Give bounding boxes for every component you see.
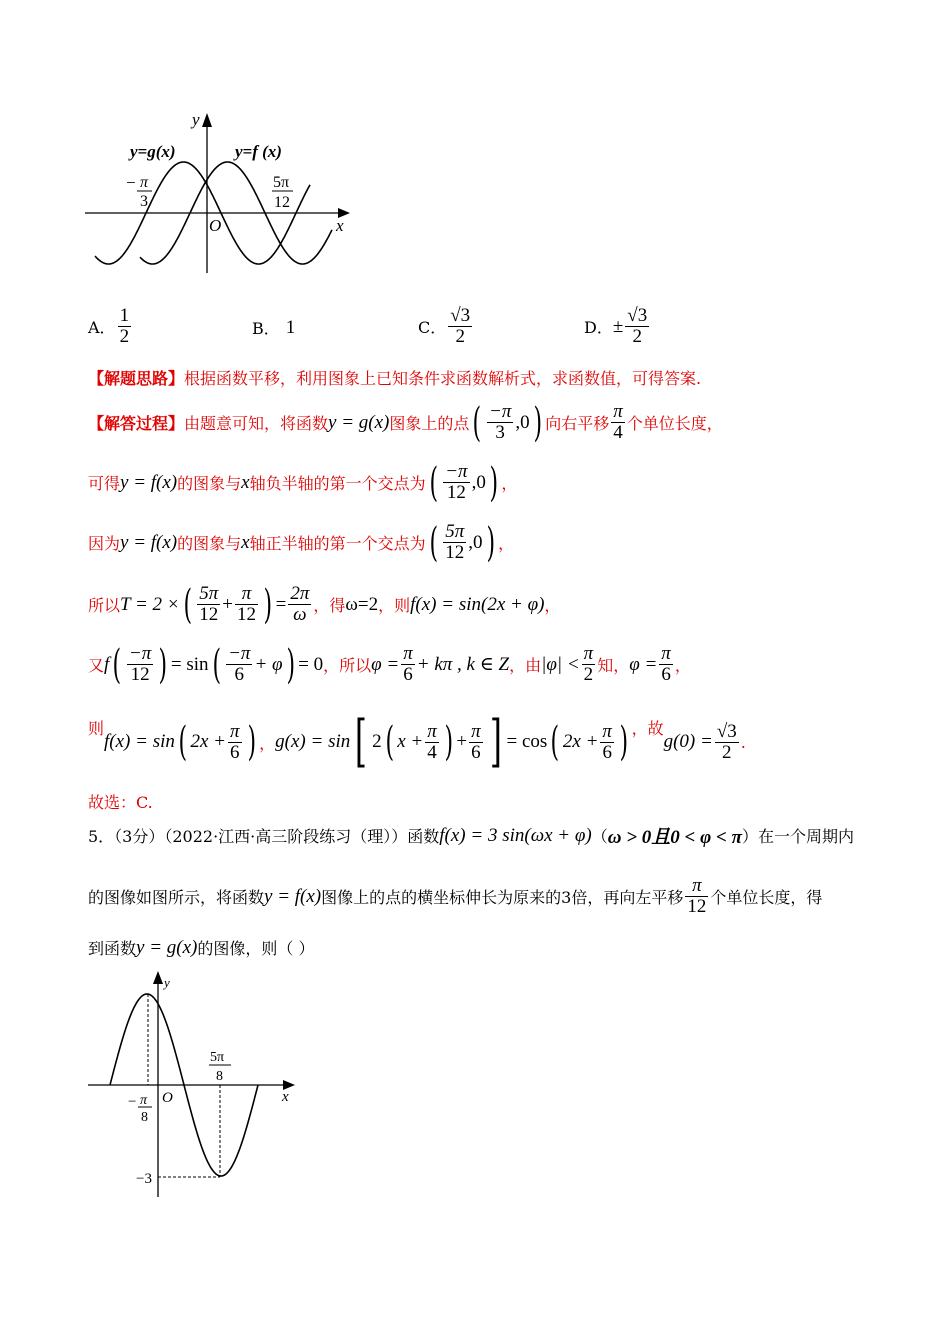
text: 可得	[88, 474, 121, 493]
text: ）在一个周期内	[741, 827, 854, 846]
fraction: $\frac{\pi}{6}$	[602, 720, 612, 763]
right-tick-num: 5π	[210, 1050, 225, 1065]
process-tag: 【解答过程】	[88, 414, 185, 433]
text: ，得	[313, 596, 346, 615]
math: f(x) = sin	[104, 731, 175, 752]
math: + φ	[254, 653, 283, 675]
math: ω=2	[345, 593, 379, 615]
text: （	[591, 827, 608, 846]
min-label: −3	[136, 1171, 152, 1187]
fraction: $\frac{\pi}{6}$	[403, 643, 413, 685]
option-c[interactable]	[418, 306, 474, 347]
math: 2x +	[562, 731, 599, 752]
math: ω > 0且0 < φ < π	[607, 827, 742, 848]
text: ，	[259, 733, 276, 753]
math: g(0) =	[663, 731, 713, 752]
text: 轴正半轴的第一个交点为	[249, 534, 426, 553]
math: x	[241, 531, 250, 553]
idea-text: 根据函数平移，利用图象上已知条件求函数解析式，求函数值，可得答案.	[184, 369, 702, 388]
option-a[interactable]	[88, 306, 133, 347]
solution-idea	[88, 366, 701, 389]
fraction: $\frac{\pi}{6}$	[471, 720, 481, 763]
idea-tag: 【解题思路】	[88, 369, 185, 388]
solution-conclusion: 故选：C.	[88, 793, 153, 812]
text: ，故	[631, 719, 664, 738]
left-tick-den: 3	[140, 193, 148, 210]
option-d[interactable]	[584, 306, 651, 347]
fraction: $\frac{-\pi}{6}$	[228, 643, 251, 685]
fraction: $\frac{5\pi}{12}$	[445, 521, 465, 563]
text: 图象上的点	[389, 414, 470, 433]
option-b-letter: B．	[252, 319, 280, 338]
fraction: $\frac{5\pi}{12}$	[199, 583, 219, 625]
left-tick-sign: −	[128, 1094, 137, 1110]
text: 个单位长度，得	[710, 888, 823, 907]
f-curve-label: y=f (x)	[235, 142, 282, 161]
math: y = f(x)	[120, 531, 178, 553]
left-tick-sign: −	[126, 173, 136, 192]
y-axis-label: y	[192, 110, 200, 129]
fraction: $\frac{\pi}{6}$	[661, 643, 671, 685]
solution-line-1: 【解答过程】 由题意可知，将函数 y = g(x) 图象上的点 ( $\frac{-\pi}{3}$ ,0 ) 向右平移 $\frac{\pi}{4}$ 个单位长度，	[88, 399, 723, 446]
solution-line-6: 则 f(x) = sin ( 2x + $\frac{\pi}{6}$ ) ， g(x) = sin [ 2 ( x + $\frac{\pi}{4}$ ) + $\frac{\pi}{6}$ ] = cos ( 2x + $\frac{\pi}{6}$ ) ，故 g(0) = $\frac{√3}{2}$ .	[88, 709, 746, 774]
text: 则	[88, 719, 105, 738]
text: ，	[674, 656, 691, 675]
fraction: $\frac{√3}{2}$	[716, 720, 737, 763]
solution-line-2: 可得 y = f(x) 的图象与 x 轴负半轴的第一个交点为 ( $\frac{-\pi}{12}$ ,0 ) ，	[88, 459, 518, 506]
text: 因为	[88, 534, 121, 553]
option-c-fraction: $\frac{√3}{2}$	[450, 305, 471, 347]
y-axis-arrow-icon	[153, 971, 163, 984]
math: f(x) = 3 sin(ωx + φ)	[439, 824, 592, 846]
fraction: $\frac{-\pi}{3}$	[489, 401, 512, 443]
fraction: $\frac{\pi}{2}$	[583, 643, 594, 685]
figure-2-graph	[80, 965, 310, 1205]
math: ,0	[515, 411, 530, 433]
fraction: $\frac{2\pi}{\omega}$	[290, 583, 310, 625]
x-axis-label: x	[336, 216, 344, 235]
g-curve-label: y=g(x)	[130, 142, 176, 161]
text: 又	[88, 656, 105, 675]
right-tick-den: 8	[216, 1069, 223, 1084]
option-b[interactable]	[252, 316, 295, 339]
text: ，则	[378, 596, 411, 615]
math: g(x) = sin	[275, 731, 351, 752]
text: 的图象与	[177, 534, 242, 553]
text: 由题意可知，将函数	[184, 414, 329, 433]
math: |φ| <	[541, 653, 580, 675]
math: y = g(x)	[136, 936, 198, 958]
math: y = f(x)	[120, 471, 178, 493]
math: 2	[372, 731, 382, 752]
left-tick-num: π	[140, 174, 149, 191]
text: 向右平移	[545, 414, 610, 433]
math: y = g(x)	[328, 411, 390, 433]
math: x +	[397, 731, 424, 752]
left-tick-den: 8	[141, 1110, 148, 1125]
fraction: $\frac{\pi}{4}$	[613, 401, 623, 443]
text: 的图象与	[177, 474, 242, 493]
right-tick-num: 5π	[273, 174, 290, 191]
fraction: $\frac{\pi}{6}$	[230, 720, 240, 763]
option-a-fraction: $\frac{1}{2}$	[119, 305, 130, 347]
option-d-prefix: ±	[612, 315, 624, 337]
math: +	[222, 593, 233, 615]
text: 知，	[597, 656, 630, 675]
math: f(x) = sin(2x + φ)	[410, 593, 545, 615]
text: ，	[544, 596, 561, 615]
option-c-letter: C．	[418, 318, 447, 337]
math: =	[275, 593, 287, 615]
solution-line-4: 所以 T = 2 × ( $\frac{5\pi}{12}$ + $\frac{\pi}{12}$ ) = $\frac{2\pi}{\omega}$ ，得 ω=2 ，则 f(x) = sin(2x + φ) ，	[88, 581, 561, 628]
math: = sin	[170, 653, 209, 675]
problem5-line-1	[88, 822, 854, 849]
fraction: $\frac{\pi}{12}$	[687, 875, 707, 917]
left-tick-num: π	[140, 1093, 148, 1108]
text: .	[740, 732, 746, 752]
solution-line-3: 因为 y = f(x) 的图象与 x 轴正半轴的第一个交点为 ( $\frac{5\pi}{12}$ ,0 ) ，	[88, 519, 515, 566]
math: ,0	[468, 531, 483, 553]
math: = cos	[506, 731, 548, 752]
math: +	[456, 731, 468, 752]
math: φ =	[371, 653, 400, 675]
figure-1-graph	[80, 105, 360, 280]
text: ，所以	[323, 656, 372, 675]
math: T = 2 ×	[120, 593, 180, 615]
solution-line-5: 又 f ( $\frac{-\pi}{12}$ ) = sin ( $\frac{-\pi}{6}$ + φ ) = 0 ，所以 φ = $\frac{\pi}{6}$ + kπ , k ∈ Z ，由 |φ| < $\frac{\pi}{2}$ 知， φ = $\frac{\pi}{6}$ ，	[88, 641, 691, 688]
text: 轴负半轴的第一个交点为	[249, 474, 426, 493]
y-axis-label: y	[164, 975, 170, 990]
origin-label: O	[162, 1090, 173, 1106]
text: 所以	[88, 596, 121, 615]
math: x	[241, 471, 250, 493]
math: = 0	[298, 653, 324, 675]
fraction: $\frac{-\pi}{12}$	[128, 643, 152, 685]
text: 5．（3分）（2022·江西·高三阶段练习（理））函数	[88, 827, 440, 846]
option-d-letter: D．	[584, 318, 613, 337]
problem5-line-3	[88, 936, 314, 959]
fraction: $\frac{\pi}{12}$	[237, 583, 256, 625]
math: + kπ , k ∈ Z	[416, 654, 510, 675]
text: ，由	[509, 656, 542, 675]
text: ，	[498, 534, 515, 553]
origin-label: O	[209, 216, 222, 235]
text: 的图像如图所示，将函数	[88, 888, 265, 907]
fraction: $\frac{\pi}{4}$	[427, 720, 437, 763]
option-d-fraction: $\frac{√3}{2}$	[627, 305, 648, 347]
problem5-line-2	[88, 876, 822, 917]
text: 的图像，则（ ）	[197, 939, 315, 958]
math: 2x +	[190, 731, 227, 752]
text: 图像上的点的横坐标伸长为原来的3倍，再向左平移	[321, 888, 684, 907]
y-axis-arrow-icon	[202, 113, 212, 127]
fraction: $\frac{-\pi}{12}$	[445, 461, 468, 503]
option-a-letter: A．	[88, 318, 116, 337]
x-axis-label: x	[282, 1089, 289, 1105]
math: φ =	[629, 653, 658, 675]
text: ，	[501, 474, 518, 493]
text: 个单位长度，	[626, 414, 723, 433]
math: y = f(x)	[264, 885, 322, 907]
option-b-value: 1	[285, 316, 296, 338]
right-tick-den: 12	[274, 194, 290, 211]
text: 到函数	[88, 939, 137, 958]
math: ,0	[471, 471, 486, 493]
math: f	[104, 653, 110, 675]
